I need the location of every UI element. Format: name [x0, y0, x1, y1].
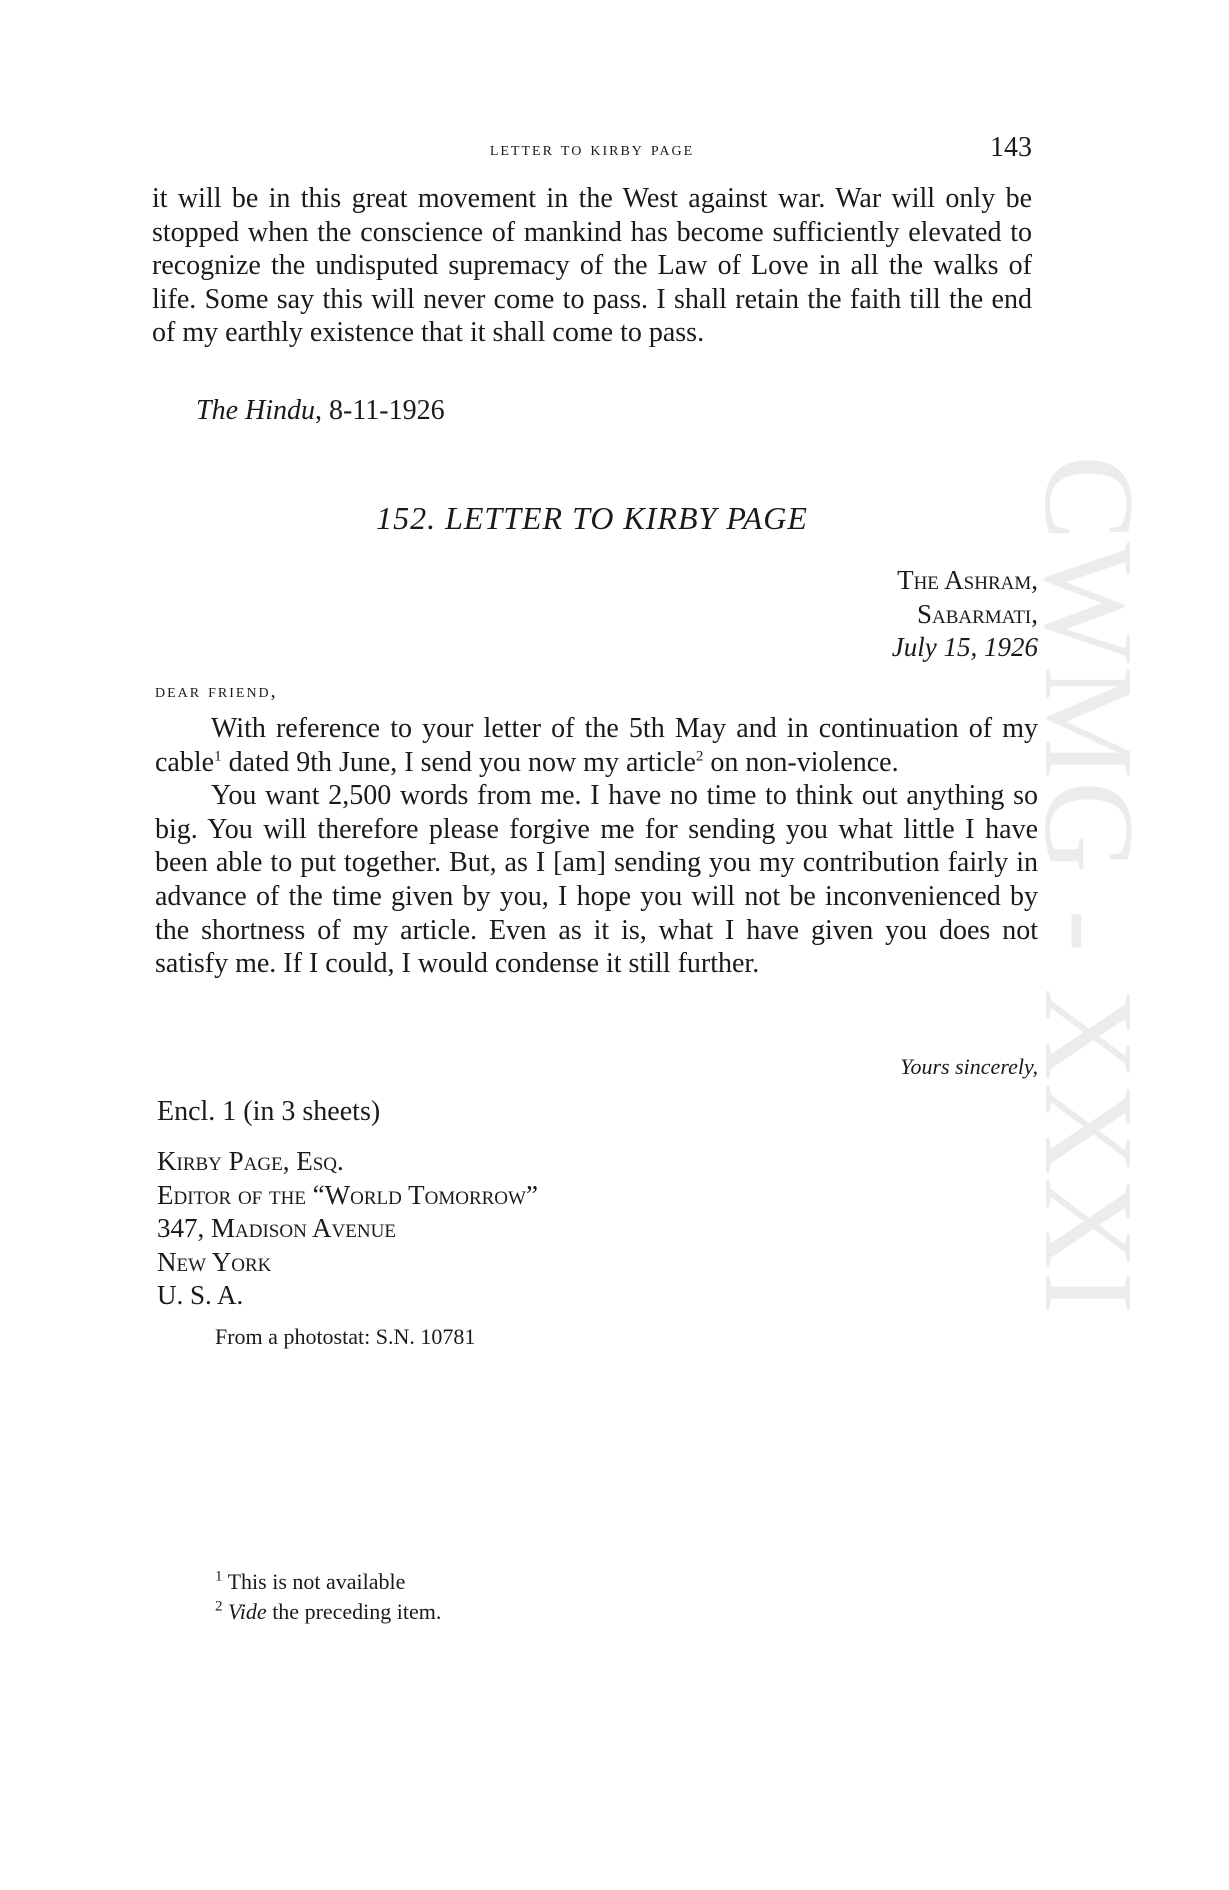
page-header: [152, 132, 1032, 168]
footnote-italic: Vide: [228, 1599, 267, 1624]
enclosure-note: Encl. 1 (in 3 sheets): [157, 1096, 381, 1127]
recipient-line: Kirby Page, Esq.: [157, 1146, 344, 1176]
footnote-ref-2: 2: [695, 748, 704, 765]
footnote-marker: 1: [215, 1568, 223, 1585]
letter-p1-part-a: With reference to your letter of the 5th May and in continuation of my cable: [155, 713, 1038, 778]
footnote-marker: 2: [215, 1598, 223, 1615]
salutation: dear friend,: [155, 680, 278, 702]
letter-p1-part-c: on non-violence.: [703, 746, 899, 778]
recipient-line: New York: [157, 1246, 272, 1277]
recipient-line: Editor of the “World Tomorrow”: [157, 1179, 538, 1210]
letter-paragraph-2: You want 2,500 words from me. I have no time to think out anything so big. You will therefore please forgive me for sending you what little I have been able to put together. But, as I [am] sending you my contribution fairly in advance of the time given by you, I hope you will not be inconvenienced by the shortness of my article. Even as it is, what I have given you does not satisfy me. If I could, I would condense it still further.: [155, 780, 1038, 980]
letter-date: [892, 631, 1038, 665]
footnote-ref-1: 1: [214, 748, 222, 765]
source-date: , 8-11-1926: [315, 395, 445, 426]
source-publication: The Hindu: [196, 395, 315, 426]
source-citation: [196, 395, 445, 427]
letter-date-rest: 15, 1926: [936, 632, 1038, 663]
letter-body: [155, 712, 1038, 981]
sender-address: [892, 564, 1038, 665]
address-line-2: Sabarmati,: [917, 598, 1038, 629]
footnote-1: [215, 1567, 441, 1597]
running-title: letter to kirby page: [489, 138, 695, 160]
section-title: 152. LETTER TO KIRBY PAGE: [376, 500, 808, 536]
page-number: 143: [990, 132, 1032, 163]
recipient-line: 347, Madison Avenue: [157, 1213, 396, 1244]
letter-paragraph-1: [155, 712, 1038, 779]
footnote-text: the preceding item.: [266, 1599, 442, 1624]
recipient-address: [157, 1145, 538, 1313]
recipient-line: U. S. A.: [157, 1280, 244, 1311]
watermark-text: CWMG - XXXI: [1018, 455, 1160, 1316]
letter-p1-part-b: dated 9th June, I send you now my article: [221, 746, 696, 778]
address-line-1: The Ashram,: [897, 565, 1038, 595]
intro-text: it will be in this great movement in the West against war. War will only be stopped when the conscience of mankind has become sufficiently elevated to recognize the undisputed supremacy of the Law of Love in all the walks of life. Some say this will never come to pass. I shall retain the faith till the end of my earthly existence that it shall come to pass.: [152, 183, 1032, 349]
photostat-source: From a photostat: S.N. 10781: [215, 1324, 476, 1349]
letter-date-month: July: [891, 632, 937, 663]
footnotes: [215, 1567, 441, 1627]
sign-off: Yours sincerely,: [900, 1054, 1038, 1079]
footnote-text: This is not available: [222, 1569, 406, 1594]
footnote-2: [215, 1597, 441, 1627]
intro-paragraph: [152, 182, 1032, 350]
